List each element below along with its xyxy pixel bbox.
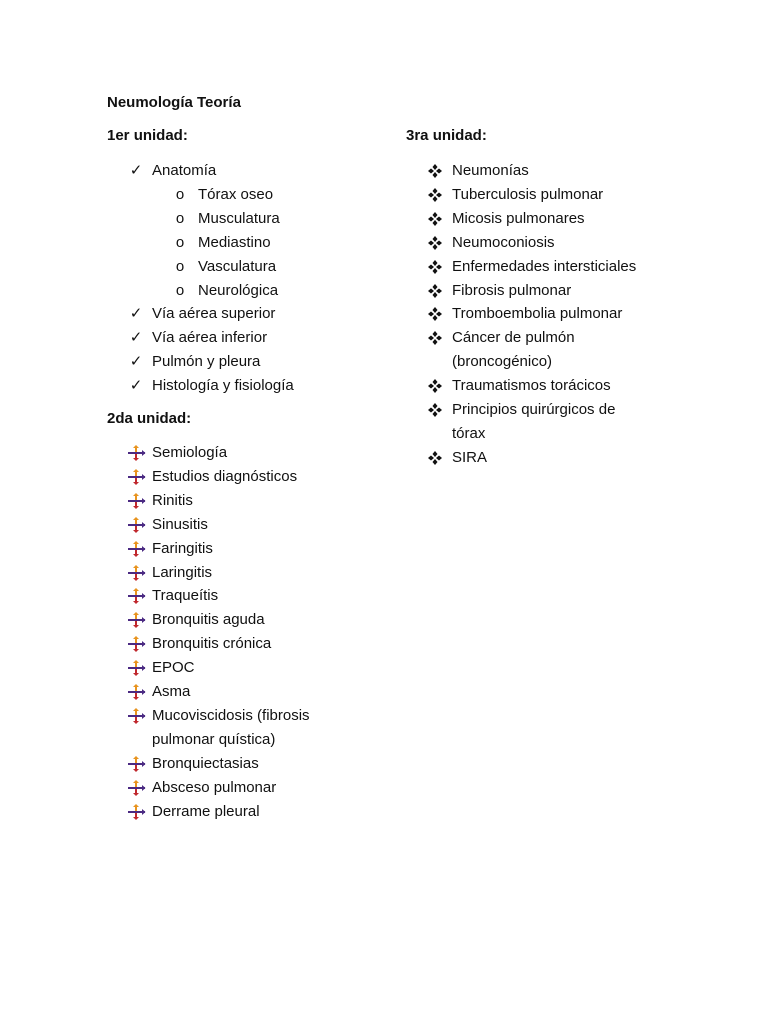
arrow-bullet bbox=[128, 756, 146, 772]
document-title: Neumología Teoría bbox=[107, 94, 241, 111]
unit3-item-label: Principios quirúrgicos de tórax bbox=[452, 401, 616, 442]
four-way-arrow-icon bbox=[128, 541, 146, 557]
unit3-item bbox=[428, 279, 642, 303]
unit2-item bbox=[128, 537, 342, 561]
unit1-item bbox=[128, 279, 294, 303]
circle-bullet-icon: o bbox=[175, 185, 185, 203]
unit3-item bbox=[428, 159, 642, 183]
arrow-bullet bbox=[128, 469, 146, 485]
unit2-item bbox=[128, 489, 342, 513]
unit2-list bbox=[128, 441, 342, 824]
unit3-item bbox=[428, 374, 642, 398]
four-way-arrow-icon bbox=[128, 708, 146, 724]
unit1-item-label: Vía aérea inferior bbox=[152, 329, 268, 347]
diamond-bullet bbox=[428, 403, 442, 417]
diamond-bullet bbox=[428, 212, 442, 226]
unit3-item bbox=[428, 207, 642, 231]
unit2-item-label: Sinusitis bbox=[152, 515, 208, 533]
unit2-heading: 2da unidad: bbox=[107, 410, 192, 427]
four-diamond-icon bbox=[428, 236, 442, 250]
unit1-item bbox=[128, 231, 294, 255]
unit3-item-label: Tromboembolia pulmonar bbox=[452, 305, 623, 323]
unit2-item-label: Semiología bbox=[152, 444, 228, 461]
checkmark-icon: ✓ bbox=[129, 353, 143, 371]
four-diamond-icon bbox=[428, 451, 442, 465]
unit3-item-label: Tuberculosis pulmonar bbox=[452, 185, 604, 203]
arrow-bullet bbox=[128, 660, 146, 676]
four-diamond-icon bbox=[428, 284, 442, 298]
unit2-item bbox=[128, 632, 342, 656]
unit1-item bbox=[128, 374, 294, 398]
unit3-item-label: Micosis pulmonares bbox=[452, 209, 585, 227]
four-way-arrow-icon bbox=[128, 517, 146, 533]
four-way-arrow-icon bbox=[128, 445, 146, 461]
unit2-item bbox=[128, 561, 342, 585]
four-diamond-icon bbox=[428, 164, 442, 178]
four-diamond-icon bbox=[428, 331, 442, 345]
unit2-item bbox=[128, 513, 342, 537]
unit3-item bbox=[428, 398, 642, 446]
unit1-item-label: Anatomía bbox=[152, 162, 217, 179]
checkmark-icon: ✓ bbox=[129, 329, 143, 347]
four-diamond-icon bbox=[428, 212, 442, 226]
unit1-item-label: Tórax oseo bbox=[198, 185, 274, 203]
unit2-item bbox=[128, 800, 342, 824]
unit2-item bbox=[128, 584, 342, 608]
circle-bullet-icon: o bbox=[175, 257, 185, 275]
four-way-arrow-icon bbox=[128, 493, 146, 509]
four-way-arrow-icon bbox=[128, 780, 146, 796]
arrow-bullet bbox=[128, 445, 146, 461]
unit2-item-label: Bronquitis aguda bbox=[152, 611, 265, 629]
four-way-arrow-icon bbox=[128, 636, 146, 652]
diamond-bullet bbox=[428, 379, 442, 393]
unit1-item bbox=[128, 350, 294, 374]
unit2-item-label: Derrame pleural bbox=[152, 802, 260, 820]
diamond-bullet bbox=[428, 284, 442, 298]
unit3-item bbox=[428, 231, 642, 255]
unit2-item-label: Rinitis bbox=[152, 491, 193, 509]
arrow-bullet bbox=[128, 493, 146, 509]
unit2-item-label: Mucoviscidosis (fibrosis pulmonar quística) bbox=[152, 706, 310, 748]
diamond-bullet bbox=[428, 451, 442, 465]
arrow-bullet bbox=[128, 780, 146, 796]
four-diamond-icon bbox=[428, 307, 442, 321]
unit1-item-label: Musculatura bbox=[198, 209, 280, 227]
four-way-arrow-icon bbox=[128, 469, 146, 485]
unit1-item bbox=[128, 302, 294, 326]
unit3-item-label: Neumoconiosis bbox=[452, 233, 555, 251]
unit3-item bbox=[428, 326, 642, 374]
four-diamond-icon bbox=[428, 260, 442, 274]
checkmark-icon: ✓ bbox=[129, 305, 143, 323]
circle-bullet-icon: o bbox=[175, 281, 185, 299]
unit3-item bbox=[428, 255, 642, 279]
unit1-item bbox=[128, 326, 294, 350]
unit3-item-label: Traumatismos torácicos bbox=[452, 377, 611, 395]
unit2-item-label: Asma bbox=[152, 683, 191, 701]
checkmark-icon: ✓ bbox=[129, 377, 143, 395]
diamond-bullet bbox=[428, 236, 442, 250]
unit2-item bbox=[128, 608, 342, 632]
unit2-item-label: Estudios diagnósticos bbox=[152, 467, 298, 485]
unit2-item bbox=[128, 465, 342, 489]
unit2-item-label: Absceso pulmonar bbox=[152, 778, 277, 796]
unit2-item bbox=[128, 680, 342, 704]
four-way-arrow-icon bbox=[128, 588, 146, 604]
arrow-bullet bbox=[128, 517, 146, 533]
unit2-item-label: Faringitis bbox=[152, 539, 213, 557]
four-diamond-icon bbox=[428, 379, 442, 393]
unit1-item-label: Mediastino bbox=[198, 233, 271, 251]
unit2-item-label: Laringitis bbox=[152, 563, 213, 581]
unit2-item bbox=[128, 441, 342, 465]
four-way-arrow-icon bbox=[128, 612, 146, 628]
four-way-arrow-icon bbox=[128, 804, 146, 820]
four-way-arrow-icon bbox=[128, 684, 146, 700]
unit1-item bbox=[128, 207, 294, 231]
unit1-item bbox=[128, 159, 294, 183]
unit3-item-label: Fibrosis pulmonar bbox=[452, 281, 572, 299]
unit3-heading: 3ra unidad: bbox=[406, 127, 487, 144]
unit1-item-label: Histología y fisiología bbox=[152, 377, 294, 395]
diamond-bullet bbox=[428, 260, 442, 274]
unit1-item bbox=[128, 183, 294, 207]
unit2-item-label: Bronquiectasias bbox=[152, 754, 259, 772]
unit3-item-label: Neumonías bbox=[452, 162, 529, 179]
unit2-item-label: EPOC bbox=[152, 659, 195, 677]
unit1-item bbox=[128, 255, 294, 279]
unit3-item-label: Cáncer de pulmón (broncogénico) bbox=[452, 329, 575, 371]
four-way-arrow-icon bbox=[128, 756, 146, 772]
unit3-item-label: SIRA bbox=[452, 448, 488, 466]
unit1-item-label: Neurológica bbox=[198, 281, 279, 299]
unit2-item bbox=[128, 752, 342, 776]
arrow-bullet bbox=[128, 804, 146, 820]
four-way-arrow-icon bbox=[128, 660, 146, 676]
circle-bullet-icon: o bbox=[175, 209, 185, 227]
unit3-item bbox=[428, 302, 642, 326]
unit2-item-label: Traqueítis bbox=[152, 587, 219, 605]
arrow-bullet bbox=[128, 684, 146, 700]
unit2-item-label: Bronquitis crónica bbox=[152, 635, 272, 653]
diamond-bullet bbox=[428, 307, 442, 321]
diamond-bullet bbox=[428, 188, 442, 202]
arrow-bullet bbox=[128, 708, 146, 724]
unit2-item bbox=[128, 656, 342, 680]
unit2-item bbox=[128, 704, 342, 752]
unit1-item-label: Vasculatura bbox=[198, 257, 277, 275]
arrow-bullet bbox=[128, 541, 146, 557]
unit3-list bbox=[428, 159, 642, 470]
arrow-bullet bbox=[128, 565, 146, 581]
four-diamond-icon bbox=[428, 403, 442, 417]
unit1-item-label: Pulmón y pleura bbox=[152, 353, 261, 371]
unit3-item bbox=[428, 183, 642, 207]
arrow-bullet bbox=[128, 636, 146, 652]
unit1-heading: 1er unidad: bbox=[107, 127, 188, 144]
arrow-bullet bbox=[128, 612, 146, 628]
diamond-bullet bbox=[428, 331, 442, 345]
four-diamond-icon bbox=[428, 188, 442, 202]
unit1-item-label: Vía aérea superior bbox=[152, 305, 276, 323]
four-way-arrow-icon bbox=[128, 565, 146, 581]
unit3-item-label: Enfermedades intersticiales bbox=[452, 257, 637, 275]
unit3-item bbox=[428, 446, 642, 470]
circle-bullet-icon: o bbox=[175, 233, 185, 251]
diamond-bullet bbox=[428, 164, 442, 178]
unit2-item bbox=[128, 776, 342, 800]
checkmark-icon: ✓ bbox=[129, 162, 143, 179]
unit1-list bbox=[128, 159, 294, 398]
arrow-bullet bbox=[128, 588, 146, 604]
